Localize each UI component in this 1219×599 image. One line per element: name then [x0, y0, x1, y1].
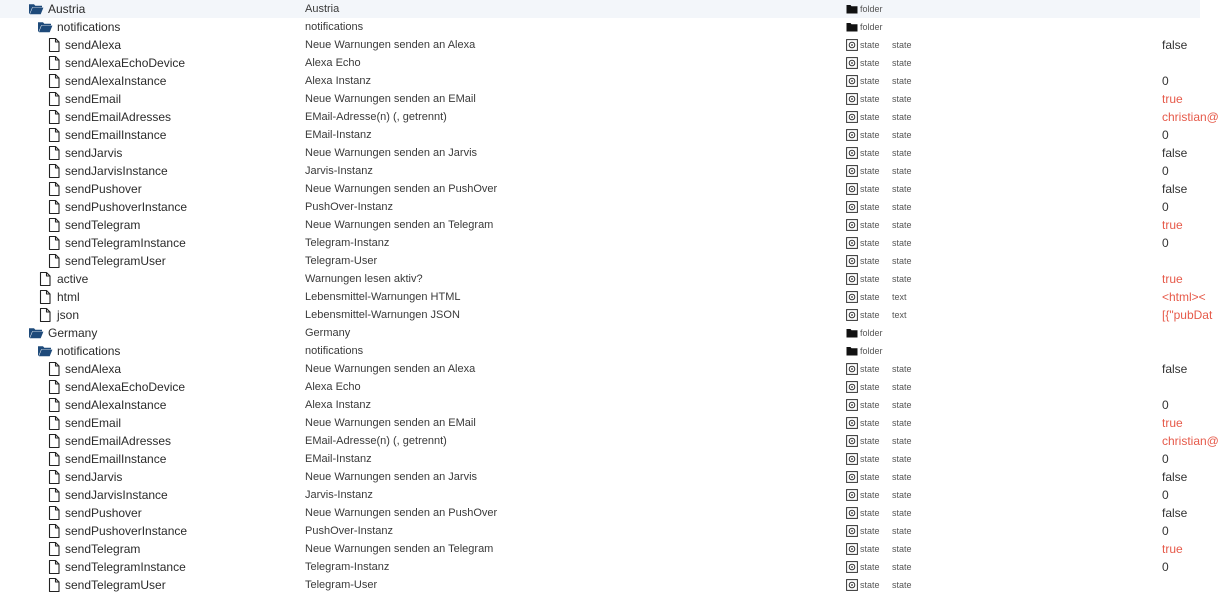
object-name: notifications — [57, 20, 121, 34]
object-role: state — [892, 256, 912, 266]
object-description: Neue Warnungen senden an Alexa — [305, 39, 476, 51]
state-type-icon — [846, 201, 858, 213]
tree-state-row[interactable] — [0, 576, 1200, 594]
state-type-icon — [846, 147, 858, 159]
state-type-icon — [846, 417, 858, 429]
state-type-icon — [846, 111, 858, 123]
object-value[interactable]: 0 — [1162, 128, 1169, 142]
tree-folder-row[interactable] — [0, 324, 1200, 342]
tree-state-row[interactable] — [0, 144, 1200, 162]
object-name: sendJarvisInstance — [65, 164, 168, 178]
object-description: Alexa Echo — [305, 381, 361, 393]
tree-state-row[interactable] — [0, 360, 1200, 378]
object-name: sendAlexa — [65, 38, 122, 52]
file-icon — [46, 451, 62, 467]
tree-state-row[interactable] — [0, 270, 1200, 288]
tree-state-row[interactable] — [0, 306, 1213, 324]
object-description: notifications — [305, 345, 364, 357]
object-description: Warnungen lesen aktiv? — [305, 273, 423, 285]
folder-type-icon — [846, 21, 858, 33]
object-name: active — [57, 272, 89, 286]
folder-type-icon — [846, 3, 858, 15]
file-icon — [46, 397, 62, 413]
state-type-icon — [846, 471, 858, 483]
object-value[interactable]: true — [1162, 416, 1183, 430]
object-name: sendTelegramUser — [65, 254, 166, 268]
object-name: sendEmailInstance — [65, 128, 167, 142]
object-role: state — [892, 58, 912, 68]
file-icon — [46, 127, 62, 143]
object-name: json — [57, 308, 80, 322]
object-type: state — [860, 76, 880, 86]
object-role: state — [892, 400, 912, 410]
object-type: state — [860, 382, 880, 392]
object-description: Neue Warnungen senden an EMail — [305, 93, 476, 105]
object-description: Alexa Instanz — [305, 75, 372, 87]
state-type-icon — [846, 75, 858, 87]
object-role: state — [892, 40, 912, 50]
object-value[interactable]: false — [1162, 182, 1188, 196]
object-value[interactable]: christian@ — [1162, 110, 1219, 124]
object-name: sendAlexaInstance — [65, 74, 167, 88]
object-description: Lebensmittel-Warnungen HTML — [305, 291, 461, 303]
file-icon — [46, 235, 62, 251]
file-icon — [37, 289, 53, 305]
object-description: Alexa Echo — [305, 57, 361, 69]
object-type: state — [860, 436, 880, 446]
object-role: state — [892, 166, 912, 176]
tree-state-row[interactable] — [0, 468, 1200, 486]
state-type-icon — [846, 507, 858, 519]
file-icon — [46, 73, 62, 89]
object-description: PushOver-Instanz — [305, 201, 394, 213]
file-icon — [46, 145, 62, 161]
file-icon — [37, 307, 53, 323]
state-type-icon — [846, 309, 858, 321]
file-icon — [46, 541, 62, 557]
object-name: sendEmail — [65, 416, 122, 430]
object-role: text — [892, 292, 907, 302]
object-description: Telegram-User — [305, 255, 378, 267]
object-type: state — [860, 418, 880, 428]
object-type: state — [860, 310, 880, 320]
object-type: state — [860, 220, 880, 230]
tree-state-row[interactable] — [0, 252, 1200, 270]
object-name: sendJarvis — [65, 146, 123, 160]
object-type: state — [860, 364, 880, 374]
object-role: text — [892, 310, 907, 320]
tree-state-row[interactable] — [0, 540, 1200, 558]
object-type: state — [860, 400, 880, 410]
tree-state-row[interactable] — [0, 72, 1200, 90]
object-value[interactable]: true — [1162, 218, 1183, 232]
tree-state-row[interactable] — [0, 54, 1200, 72]
object-description: Jarvis-Instanz — [305, 165, 373, 177]
state-type-icon — [846, 219, 858, 231]
object-value[interactable]: [{"pubDat — [1162, 308, 1213, 322]
object-role: state — [892, 130, 912, 140]
object-name: sendPushover — [65, 182, 142, 196]
object-description: Neue Warnungen senden an Telegram — [305, 543, 494, 555]
object-name: sendJarvis — [65, 470, 123, 484]
object-value[interactable]: true — [1162, 272, 1183, 286]
folder-open-icon[interactable] — [28, 325, 44, 341]
object-role: state — [892, 436, 912, 446]
tree-folder-row[interactable] — [0, 342, 1200, 360]
file-icon — [46, 505, 62, 521]
tree-state-row[interactable] — [0, 432, 1219, 450]
folder-type-icon — [846, 345, 858, 357]
object-type: state — [860, 454, 880, 464]
file-icon — [46, 91, 62, 107]
tree-state-row[interactable] — [0, 396, 1200, 414]
object-value[interactable]: 0 — [1162, 236, 1169, 250]
object-description: Alexa Instanz — [305, 399, 372, 411]
object-value[interactable]: <html>< — [1162, 290, 1206, 304]
object-description: Neue Warnungen senden an PushOver — [305, 183, 498, 195]
object-description: EMail-Instanz — [305, 453, 372, 465]
object-type: folder — [860, 22, 883, 32]
object-type: state — [860, 202, 880, 212]
tree-state-row[interactable] — [0, 558, 1200, 576]
object-type: folder — [860, 328, 883, 338]
state-type-icon — [846, 543, 858, 555]
object-type: state — [860, 166, 880, 176]
object-value[interactable]: 0 — [1162, 452, 1169, 466]
file-icon — [46, 523, 62, 539]
object-description: EMail-Adresse(n) (, getrennt) — [305, 435, 447, 447]
object-description: Lebensmittel-Warnungen JSON — [305, 309, 460, 321]
object-role: state — [892, 184, 912, 194]
object-value[interactable]: 0 — [1162, 74, 1169, 88]
object-description: Jarvis-Instanz — [305, 489, 373, 501]
object-role: state — [892, 220, 912, 230]
file-icon — [46, 415, 62, 431]
object-name: sendAlexaEchoDevice — [65, 56, 186, 70]
object-type: state — [860, 580, 880, 590]
object-type: state — [860, 508, 880, 518]
state-type-icon — [846, 363, 858, 375]
object-value[interactable]: false — [1162, 470, 1188, 484]
tree-state-row[interactable] — [0, 378, 1200, 396]
tree-state-row[interactable] — [0, 216, 1200, 234]
file-icon — [46, 253, 62, 269]
object-name: Austria — [48, 2, 86, 16]
object-type: state — [860, 256, 880, 266]
object-type: state — [860, 274, 880, 284]
state-type-icon — [846, 453, 858, 465]
object-role: state — [892, 526, 912, 536]
file-icon — [46, 577, 62, 593]
object-name: sendEmailAdresses — [65, 434, 172, 448]
object-name: sendPushover — [65, 506, 142, 520]
state-type-icon — [846, 57, 858, 69]
object-type: state — [860, 94, 880, 104]
state-type-icon — [846, 183, 858, 195]
file-icon — [46, 361, 62, 377]
object-value[interactable]: false — [1162, 506, 1188, 520]
folder-open-icon[interactable] — [28, 1, 44, 17]
object-description: Telegram-Instanz — [305, 561, 390, 573]
object-type: state — [860, 58, 880, 68]
file-icon — [46, 379, 62, 395]
object-description: Neue Warnungen senden an EMail — [305, 417, 476, 429]
object-name: sendJarvisInstance — [65, 488, 168, 502]
object-type: folder — [860, 346, 883, 356]
state-type-icon — [846, 237, 858, 249]
state-type-icon — [846, 399, 858, 411]
object-type: state — [860, 562, 880, 572]
object-type: state — [860, 526, 880, 536]
object-value[interactable]: 0 — [1162, 524, 1169, 538]
object-role: state — [892, 382, 912, 392]
object-description: Neue Warnungen senden an Telegram — [305, 219, 494, 231]
folder-type-icon — [846, 327, 858, 339]
object-name: sendEmailInstance — [65, 452, 167, 466]
state-type-icon — [846, 291, 858, 303]
object-name: sendTelegramInstance — [65, 560, 186, 574]
file-icon — [46, 181, 62, 197]
object-description: EMail-Instanz — [305, 129, 372, 141]
object-name: sendAlexa — [65, 362, 122, 376]
object-name: sendAlexaEchoDevice — [65, 380, 186, 394]
state-type-icon — [846, 435, 858, 447]
folder-open-icon[interactable] — [37, 343, 53, 359]
state-type-icon — [846, 273, 858, 285]
object-description: Neue Warnungen senden an PushOver — [305, 507, 498, 519]
object-role: state — [892, 562, 912, 572]
tree-state-row[interactable] — [0, 198, 1200, 216]
object-type: state — [860, 184, 880, 194]
object-role: state — [892, 112, 912, 122]
object-role: state — [892, 472, 912, 482]
object-description: Neue Warnungen senden an Alexa — [305, 363, 476, 375]
object-type: state — [860, 238, 880, 248]
object-name: sendEmail — [65, 92, 122, 106]
state-type-icon — [846, 561, 858, 573]
object-value[interactable]: false — [1162, 38, 1188, 52]
file-icon — [46, 487, 62, 503]
object-role: state — [892, 94, 912, 104]
object-value[interactable]: false — [1162, 146, 1188, 160]
state-type-icon — [846, 579, 858, 591]
file-icon — [46, 559, 62, 575]
file-icon — [46, 55, 62, 71]
object-type: state — [860, 544, 880, 554]
file-icon — [46, 433, 62, 449]
tree-state-row[interactable] — [0, 180, 1200, 198]
tree-state-row[interactable] — [0, 108, 1219, 126]
object-role: state — [892, 580, 912, 590]
object-type: state — [860, 112, 880, 122]
object-name: html — [57, 290, 80, 304]
object-role: state — [892, 544, 912, 554]
object-name: notifications — [57, 344, 121, 358]
object-name: Germany — [48, 326, 98, 340]
object-role: state — [892, 76, 912, 86]
tree-folder-row[interactable] — [0, 18, 1200, 36]
state-type-icon — [846, 255, 858, 267]
object-name: sendTelegramInstance — [65, 236, 186, 250]
object-description: Telegram-User — [305, 579, 378, 591]
object-name: sendAlexaInstance — [65, 398, 167, 412]
object-type: state — [860, 472, 880, 482]
object-name: sendEmailAdresses — [65, 110, 172, 124]
object-type: state — [860, 130, 880, 140]
tree-state-row[interactable] — [0, 450, 1200, 468]
object-role: state — [892, 418, 912, 428]
object-role: state — [892, 454, 912, 464]
file-icon — [46, 37, 62, 53]
object-value[interactable]: true — [1162, 542, 1183, 556]
object-value[interactable]: 0 — [1162, 200, 1169, 214]
object-value[interactable]: 0 — [1162, 164, 1169, 178]
object-type: state — [860, 148, 880, 158]
object-role: state — [892, 148, 912, 158]
object-role: state — [892, 490, 912, 500]
object-value[interactable]: true — [1162, 92, 1183, 106]
tree-state-row[interactable] — [0, 126, 1200, 144]
object-type: folder — [860, 4, 883, 14]
state-type-icon — [846, 489, 858, 501]
file-icon — [46, 109, 62, 125]
state-type-icon — [846, 39, 858, 51]
tree-state-row[interactable] — [0, 414, 1200, 432]
tree-state-row[interactable] — [0, 504, 1200, 522]
state-type-icon — [846, 381, 858, 393]
object-value[interactable]: 0 — [1162, 488, 1169, 502]
object-value[interactable]: false — [1162, 362, 1188, 376]
object-description: EMail-Adresse(n) (, getrennt) — [305, 111, 447, 123]
object-role: state — [892, 508, 912, 518]
object-value[interactable]: 0 — [1162, 398, 1169, 412]
object-value[interactable]: 0 — [1162, 560, 1169, 574]
object-name: sendTelegram — [65, 218, 141, 232]
object-name: sendPushoverInstance — [65, 524, 188, 538]
tree-state-row[interactable] — [0, 36, 1200, 54]
object-role: state — [892, 364, 912, 374]
object-description: Austria — [305, 3, 340, 15]
object-description: notifications — [305, 21, 364, 33]
tree-state-row[interactable] — [0, 162, 1200, 180]
state-type-icon — [846, 93, 858, 105]
state-type-icon — [846, 129, 858, 141]
object-type: state — [860, 40, 880, 50]
object-type: state — [860, 292, 880, 302]
object-type: state — [860, 490, 880, 500]
file-icon — [46, 163, 62, 179]
object-name: sendTelegram — [65, 542, 141, 556]
object-description: Neue Warnungen senden an Jarvis — [305, 471, 478, 483]
object-value[interactable]: christian@ — [1162, 434, 1219, 448]
object-role: state — [892, 238, 912, 248]
object-description: Neue Warnungen senden an Jarvis — [305, 147, 478, 159]
state-type-icon — [846, 525, 858, 537]
object-role: state — [892, 202, 912, 212]
folder-open-icon[interactable] — [37, 19, 53, 35]
tree-folder-row[interactable] — [0, 0, 1200, 18]
tree-state-row[interactable] — [0, 234, 1200, 252]
tree-state-row[interactable] — [0, 90, 1200, 108]
object-description: Germany — [305, 327, 351, 339]
state-type-icon — [846, 165, 858, 177]
file-icon — [46, 469, 62, 485]
tree-state-row[interactable] — [0, 486, 1200, 504]
file-icon — [46, 217, 62, 233]
tree-state-row[interactable] — [0, 288, 1206, 306]
object-name: sendPushoverInstance — [65, 200, 188, 214]
object-name: sendTelegramUser — [65, 578, 166, 592]
file-icon — [46, 199, 62, 215]
object-description: Telegram-Instanz — [305, 237, 390, 249]
tree-state-row[interactable] — [0, 522, 1200, 540]
object-role: state — [892, 274, 912, 284]
file-icon — [37, 271, 53, 287]
object-description: PushOver-Instanz — [305, 525, 394, 537]
